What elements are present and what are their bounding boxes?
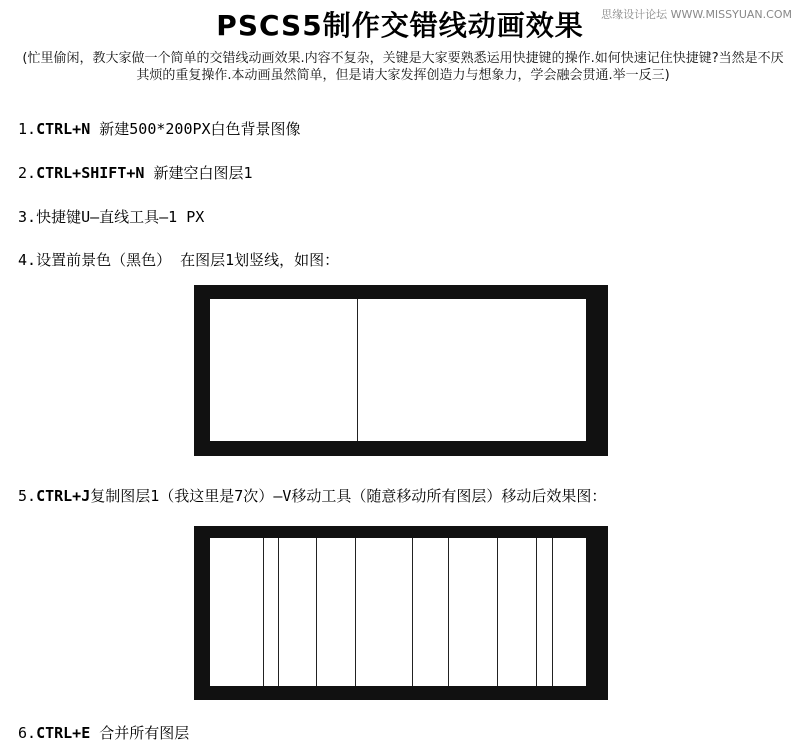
canvas-white bbox=[210, 299, 586, 441]
step-number: 3. bbox=[18, 208, 37, 226]
step-shortcut: CTRL+J bbox=[36, 487, 91, 505]
step-1 bbox=[18, 118, 301, 139]
step-text: 新建空白图层1 bbox=[144, 164, 253, 182]
canvas-white bbox=[210, 538, 586, 686]
step-text: 快捷键U—直线工具—1 PX bbox=[36, 208, 205, 226]
step-shortcut: CTRL+N bbox=[36, 120, 91, 138]
vertical-line bbox=[497, 538, 498, 686]
step-shortcut: CTRL+E bbox=[36, 724, 91, 742]
vertical-line bbox=[536, 538, 537, 686]
vertical-line bbox=[355, 538, 356, 686]
step-number: 6. bbox=[18, 724, 37, 742]
step-text: 设置前景色（黑色） 在图层1划竖线，如图： bbox=[36, 251, 340, 269]
step-shortcut: CTRL+SHIFT+N bbox=[36, 164, 145, 182]
step-3 bbox=[18, 206, 204, 227]
vertical-line bbox=[278, 538, 279, 686]
step-5 bbox=[18, 485, 606, 506]
step-number: 4. bbox=[18, 251, 37, 269]
vertical-line bbox=[263, 538, 264, 686]
vertical-line bbox=[357, 299, 358, 441]
step-text: 复制图层1（我这里是7次）—V移动工具（随意移动所有图层）移动后效果图： bbox=[90, 487, 607, 505]
vertical-line bbox=[552, 538, 553, 686]
step-4 bbox=[18, 249, 339, 270]
vertical-line bbox=[448, 538, 449, 686]
page-title: PSCS5制作交错线动画效果 bbox=[216, 9, 584, 42]
figure-single-line bbox=[194, 285, 608, 456]
vertical-line bbox=[316, 538, 317, 686]
step-number: 5. bbox=[18, 487, 37, 505]
step-text: 新建500*200PX白色背景图像 bbox=[90, 120, 301, 138]
vertical-line bbox=[412, 538, 413, 686]
step-2 bbox=[18, 162, 253, 183]
step-6 bbox=[18, 722, 189, 743]
site-watermark: 思缘设计论坛 WWW.MISSYUAN.COM bbox=[601, 8, 792, 21]
intro-paragraph: (忙里偷闲，教大家做一个简单的交错线动画效果.内容不复杂，关键是大家要熟悉运用快捷键的操作.如何快速记住快捷键?当然是不厌其烦的重复操作.本动画虽然简单，但是请大家发挥创造力与想象力，学会融会贯通.举一反三) bbox=[22, 51, 784, 83]
step-number: 2. bbox=[18, 164, 37, 182]
step-text: 合并所有图层 bbox=[90, 724, 190, 742]
figure-multiple-lines bbox=[194, 526, 608, 700]
step-number: 1. bbox=[18, 120, 37, 138]
